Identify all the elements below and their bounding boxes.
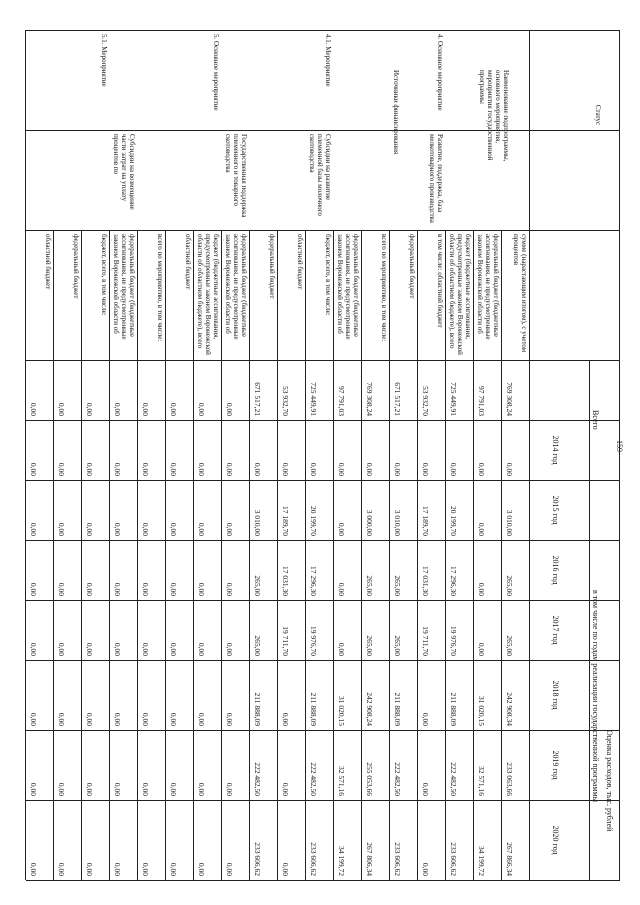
column-line [26, 30, 620, 31]
year-header-5: 2018 год [551, 680, 560, 710]
row-value: 0,00 [225, 522, 234, 536]
page-number: 159 [615, 440, 624, 452]
row-line [221, 230, 222, 880]
column-line [26, 880, 620, 881]
column-line [26, 660, 620, 661]
column-line [26, 540, 620, 541]
row-value: 0,00 [421, 462, 430, 476]
row-value: 0,00 [57, 522, 66, 536]
row-line [277, 230, 278, 880]
row-value: 267 866,34 [505, 842, 514, 876]
row-value: 0,00 [85, 642, 94, 656]
row-value: 265,00 [365, 635, 374, 656]
row-name: Развитие, поддержка, база мелкотоварного производства [428, 134, 444, 223]
row-value: 0,00 [85, 712, 94, 726]
row-value: 0,00 [57, 712, 66, 726]
row-value: 53 932,70 [421, 386, 430, 416]
row-value: 3 000,00 [365, 509, 374, 536]
row-line [389, 230, 390, 880]
row-value: 0,00 [281, 782, 290, 796]
row-value: 0,00 [85, 462, 94, 476]
row-source: бюджет (бюджетные ассигнования, предусмотренные законом Воронежской области об областном бюджете), всего [448, 234, 472, 355]
row-value: 0,00 [281, 462, 290, 476]
row-value: 0,00 [281, 712, 290, 726]
row-value: 265,00 [505, 575, 514, 596]
row-source: областной бюджет [44, 234, 52, 290]
row-line [473, 230, 474, 880]
row-line [249, 230, 250, 880]
row-value: 0,00 [113, 402, 122, 416]
row-value: 725 449,91 [449, 382, 458, 416]
row-value: 0,00 [57, 462, 66, 476]
row-value: 725 449,91 [309, 382, 318, 416]
row-value: 0,00 [225, 862, 234, 876]
column-line [26, 600, 620, 601]
row-line [529, 30, 530, 880]
row-value: 0,00 [113, 582, 122, 596]
column-line [26, 230, 620, 231]
row-value: 0,00 [337, 522, 346, 536]
year-header-3: 2016 год [551, 555, 560, 585]
row-source: федеральный бюджет (бюджетные ассигнования, не предусмотренные законом Воронежской области об [336, 234, 360, 340]
total-header: Всего [591, 410, 600, 430]
row-value: 31 020,15 [337, 696, 346, 726]
row-value: 211 888,09 [393, 692, 402, 726]
row-value: 0,00 [477, 642, 486, 656]
row-value: 0,00 [169, 782, 178, 796]
row-value: 32 571,16 [477, 766, 486, 796]
row-value: 255 053,66 [365, 762, 374, 796]
row-value: 17 031,30 [421, 566, 430, 596]
row-value: 19 711,70 [421, 626, 430, 656]
row-value: 53 932,70 [281, 386, 290, 416]
column-line [26, 420, 620, 421]
year-header-4: 2017 год [551, 615, 560, 645]
row-value: 0,00 [169, 582, 178, 596]
row-value: 233 606,62 [309, 842, 318, 876]
row-value: 233 606,62 [449, 842, 458, 876]
row-value: 20 199,70 [309, 506, 318, 536]
row-line [361, 230, 362, 880]
row-value: 0,00 [85, 782, 94, 796]
row-value: 34 199,72 [337, 846, 346, 876]
row-value: 0,00 [57, 642, 66, 656]
row-source: федеральный бюджет [268, 234, 276, 299]
row-value: 0,00 [113, 462, 122, 476]
row-value: 3 010,00 [505, 509, 514, 536]
row-value: 97 791,03 [337, 386, 346, 416]
row-source: бюджет (бюджетные ассигнования, предусмотренные законом Воронежской области об областном бюджете), всего [196, 234, 220, 355]
row-value: 233 063,66 [505, 762, 514, 796]
row-status: 4. Основное мероприятие [436, 34, 444, 111]
row-value: 0,00 [505, 462, 514, 476]
row-value: 233 606,62 [253, 842, 262, 876]
row-value: 211 888,09 [309, 692, 318, 726]
rotated-table [20, 30, 624, 890]
row-source: бюджет, всего, в том числе: [100, 234, 108, 316]
column-line [26, 480, 620, 481]
row-value: 0,00 [29, 862, 38, 876]
row-value: 671 517,21 [393, 382, 402, 416]
row-value: 0,00 [169, 862, 178, 876]
row-source: сумме (нарастающим итогом), с учетом процентов [512, 234, 528, 353]
row-line [333, 230, 334, 880]
row-source: федеральный бюджет (бюджетные ассигнования, не предусмотренные законом Воронежской области об [112, 234, 136, 340]
row-value: 0,00 [141, 862, 150, 876]
row-value: 0,00 [169, 712, 178, 726]
row-value: 0,00 [197, 642, 206, 656]
row-line [81, 230, 82, 880]
row-line [589, 360, 590, 880]
row-value: 0,00 [169, 642, 178, 656]
row-value: 3 010,00 [253, 509, 262, 536]
row-name: Субсидии на развитие племенной базы молочного скотоводства [308, 134, 332, 216]
name-header: Наименование подпрограммы, основного мероприятия, мероприятия государственной программы [478, 70, 510, 162]
row-value: 0,00 [393, 462, 402, 476]
row-value: 211 888,09 [253, 692, 262, 726]
row-value: 0,00 [197, 462, 206, 476]
row-value: 0,00 [57, 782, 66, 796]
row-value: 233 606,62 [393, 842, 402, 876]
row-name: Субсидии на возмещение части затрат на уплату процентов по [112, 134, 136, 210]
row-value: 31 020,15 [477, 696, 486, 726]
year-header-2: 2015 год [551, 495, 560, 525]
row-value: 0,00 [29, 402, 38, 416]
row-status: 4.1. Мероприятие [324, 34, 332, 87]
row-value: 17 189,70 [421, 506, 430, 536]
row-value: 222 482,50 [449, 762, 458, 796]
row-source: областной бюджет [184, 234, 192, 290]
row-value: 17 189,70 [281, 506, 290, 536]
row-value: 265,00 [253, 575, 262, 596]
row-value: 0,00 [113, 782, 122, 796]
row-value: 0,00 [113, 862, 122, 876]
row-value: 0,00 [225, 402, 234, 416]
row-line [25, 30, 26, 880]
row-value: 0,00 [197, 782, 206, 796]
row-value: 0,00 [365, 462, 374, 476]
row-value: 265,00 [393, 635, 402, 656]
row-value: 0,00 [225, 582, 234, 596]
row-value: 0,00 [85, 582, 94, 596]
row-value: 222 482,50 [393, 762, 402, 796]
row-value: 769 308,24 [365, 382, 374, 416]
row-value: 0,00 [477, 462, 486, 476]
row-value: 0,00 [449, 462, 458, 476]
row-value: 0,00 [337, 582, 346, 596]
year-header-7: 2020 год [551, 825, 560, 855]
year-header-6: 2019 год [551, 750, 560, 780]
row-value: 17 296,30 [309, 566, 318, 596]
row-value: 0,00 [225, 782, 234, 796]
row-value: 265,00 [365, 575, 374, 596]
row-value: 0,00 [141, 402, 150, 416]
row-value: 0,00 [141, 522, 150, 536]
row-value: 0,00 [141, 462, 150, 476]
row-line [193, 230, 194, 880]
row-source: областной бюджет [296, 234, 304, 290]
row-source: всего по мероприятию, в том числе: [380, 234, 388, 342]
row-value: 0,00 [141, 712, 150, 726]
row-value: 0,00 [57, 862, 66, 876]
row-value: 0,00 [421, 782, 430, 796]
row-value: 769 308,24 [505, 382, 514, 416]
row-value: 0,00 [337, 642, 346, 656]
row-value: 0,00 [253, 462, 262, 476]
row-value: 671 517,21 [253, 382, 262, 416]
year-header-1: 2014 год [551, 435, 560, 465]
row-source: бюджет, всего, в том числе: [324, 234, 332, 316]
row-value: 0,00 [225, 712, 234, 726]
row-line [417, 230, 418, 880]
row-value: 19 976,70 [449, 626, 458, 656]
row-source: в том числе: областной бюджет [436, 234, 444, 328]
row-value: 0,00 [421, 712, 430, 726]
row-value: 211 888,09 [449, 692, 458, 726]
row-value: 32 571,16 [337, 766, 346, 796]
row-value: 0,00 [57, 582, 66, 596]
row-status: 5.1. Мероприятие [100, 34, 108, 87]
row-value: 0,00 [29, 712, 38, 726]
row-source: федеральный бюджет [408, 234, 416, 299]
row-value: 0,00 [337, 462, 346, 476]
row-value: 0,00 [29, 462, 38, 476]
row-value: 267 806,34 [365, 842, 374, 876]
row-value: 0,00 [197, 522, 206, 536]
row-value: 0,00 [141, 642, 150, 656]
including-header: в том числе по годам реализации государственной программы [591, 590, 600, 803]
row-value: 0,00 [197, 402, 206, 416]
column-line [26, 730, 620, 731]
row-value: 0,00 [169, 402, 178, 416]
column-line [26, 130, 620, 131]
row-value: 19 976,70 [309, 626, 318, 656]
row-value: 0,00 [197, 712, 206, 726]
row-value: 0,00 [197, 582, 206, 596]
row-source: федеральный бюджет (бюджетные ассигнования, не предусмотренные законом Воронежской области об [224, 234, 248, 340]
source-header: Источники финансирования [392, 70, 400, 155]
row-value: 222 482,50 [253, 762, 262, 796]
row-value: 34 199,72 [477, 846, 486, 876]
row-value: 20 199,70 [449, 506, 458, 536]
row-value: 0,00 [197, 862, 206, 876]
row-line [619, 30, 620, 880]
row-value: 0,00 [141, 582, 150, 596]
row-line [501, 230, 502, 880]
status-header: Статус [594, 104, 602, 126]
row-value: 0,00 [85, 402, 94, 416]
row-value: 0,00 [281, 862, 290, 876]
row-value: 97 791,03 [477, 386, 486, 416]
row-value: 0,00 [169, 522, 178, 536]
row-value: 0,00 [113, 522, 122, 536]
row-value: 265,00 [393, 575, 402, 596]
row-value: 0,00 [113, 642, 122, 656]
row-value: 0,00 [57, 402, 66, 416]
row-value: 0,00 [113, 712, 122, 726]
estimate-caption: Оценка расходов, тыс. рублей [605, 730, 614, 832]
row-value: 0,00 [169, 462, 178, 476]
column-line [26, 800, 620, 801]
row-name: Государственная поддержка племенного и товарного скотоводства [224, 134, 248, 218]
row-value: 0,00 [309, 462, 318, 476]
row-value: 0,00 [141, 782, 150, 796]
row-value: 0,00 [477, 522, 486, 536]
row-line [137, 230, 138, 880]
row-value: 265,00 [505, 635, 514, 656]
row-line [445, 230, 446, 880]
row-value: 265,00 [253, 635, 262, 656]
row-value: 0,00 [29, 642, 38, 656]
row-value: 242 908,24 [365, 692, 374, 726]
row-value: 222 482,50 [309, 762, 318, 796]
row-value: 0,00 [29, 782, 38, 796]
row-line [53, 230, 54, 880]
row-value: 19 711,70 [281, 626, 290, 656]
row-line [109, 230, 110, 880]
row-value: 0,00 [225, 642, 234, 656]
row-line [165, 230, 166, 880]
row-source: федеральный бюджет (бюджетные ассигнования, не предусмотренные законом Воронежской области об [476, 234, 500, 340]
row-value: 0,00 [29, 522, 38, 536]
row-source: всего по мероприятию, в том числе: [156, 234, 164, 342]
row-value: 0,00 [225, 462, 234, 476]
row-value: 17 031,30 [281, 566, 290, 596]
column-line [26, 360, 620, 361]
row-status: 5. Основное мероприятие [212, 34, 220, 111]
row-value: 17 296,30 [449, 566, 458, 596]
row-source: федеральный бюджет [72, 234, 80, 299]
row-value: 0,00 [85, 522, 94, 536]
row-value: 0,00 [421, 862, 430, 876]
row-value: 242 908,34 [505, 692, 514, 726]
row-value: 3 010,00 [393, 509, 402, 536]
row-line [305, 230, 306, 880]
row-value: 0,00 [85, 862, 94, 876]
row-value: 0,00 [477, 582, 486, 596]
row-value: 0,00 [29, 582, 38, 596]
